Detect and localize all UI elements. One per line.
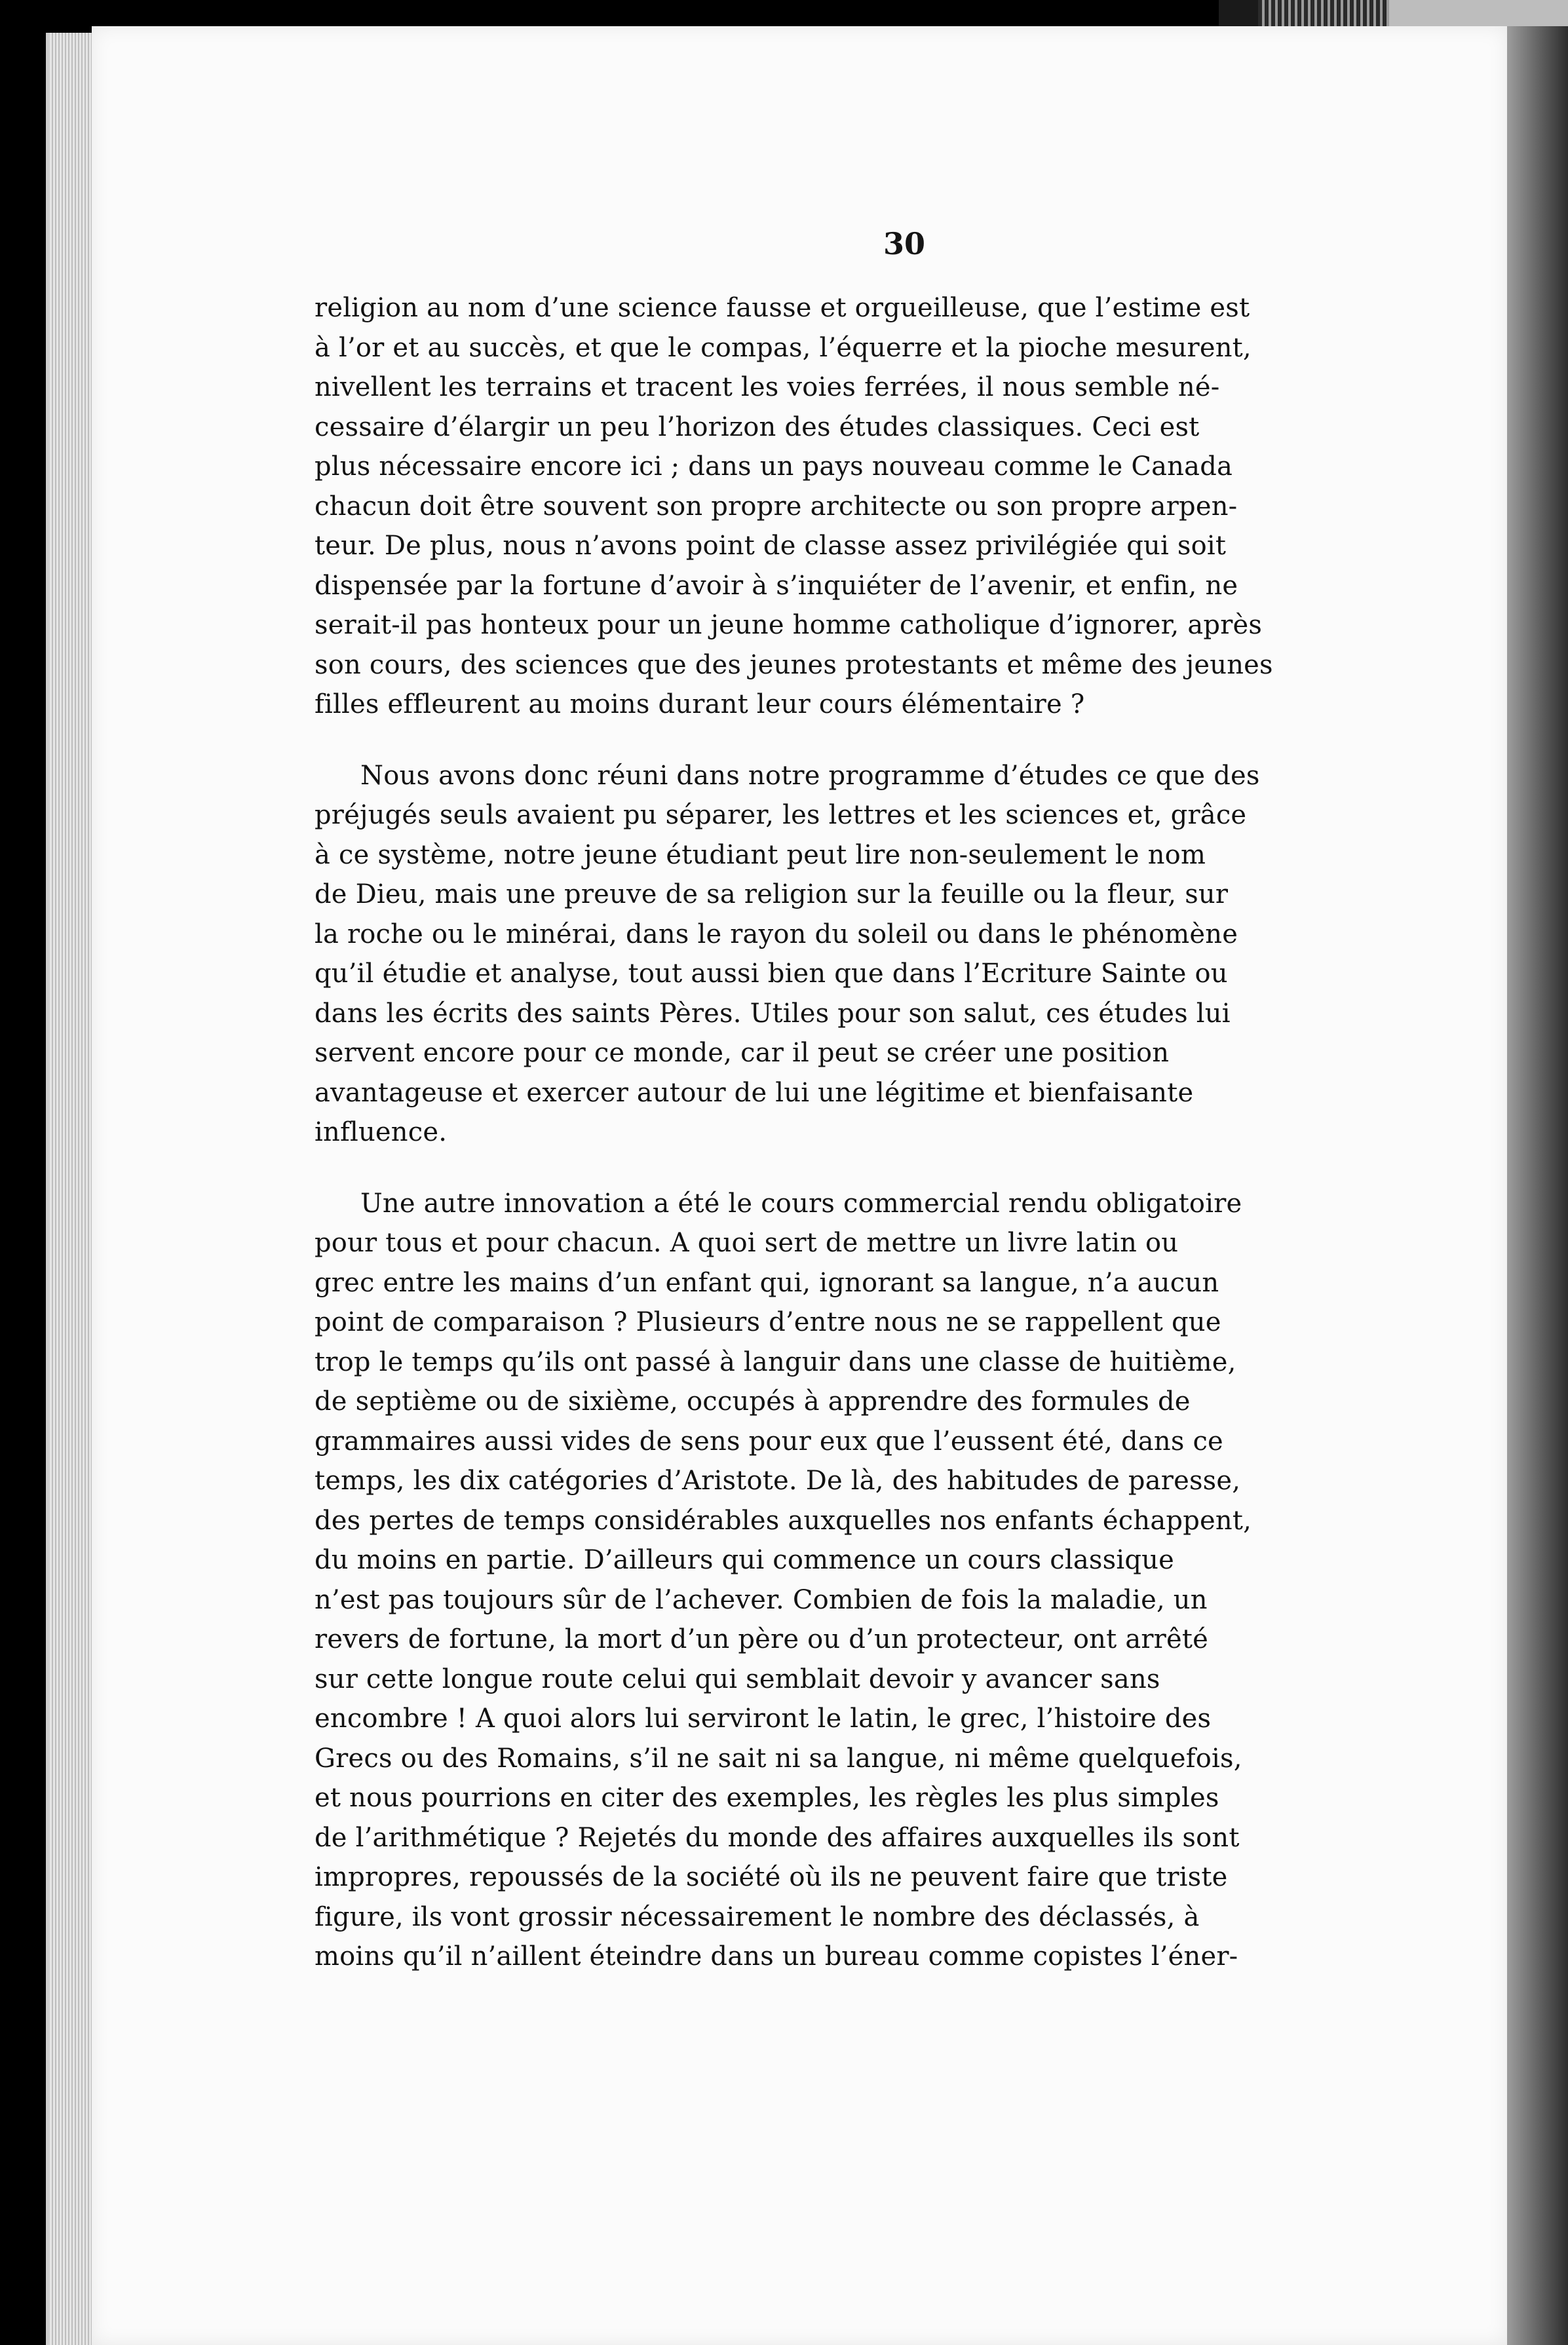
text-line: Une autre innovation a été le cours commercial rendu obligatoire <box>360 1188 1242 1219</box>
page-number: 30 <box>883 226 925 261</box>
text-line: dispensée par la fortune d’avoir à s’inquiéter de l’avenir, et enfin, ne <box>315 570 1238 601</box>
text-line: point de comparaison ? Plusieurs d’entre nous ne se rappellent que <box>315 1307 1221 1337</box>
text-line: servent encore pour ce monde, car il peut se créer une position <box>315 1038 1170 1068</box>
text-line: religion au nom d’une science fausse et orgueilleuse, que l’estime est <box>315 293 1250 323</box>
text-line: moins qu’il n’aillent éteindre dans un bureau comme copistes l’éner- <box>315 1941 1238 1972</box>
text-line: à ce système, notre jeune étudiant peut lire non-seulement le nom <box>315 839 1206 870</box>
text-line: serait-il pas honteux pour un jeune homme catholique d’ignorer, après <box>315 610 1263 640</box>
text-line: de Dieu, mais une preuve de sa religion sur la feuille ou la fleur, sur <box>315 879 1229 909</box>
text-line: qu’il étudie et analyse, tout aussi bien que dans l’Ecriture Sainte ou <box>315 959 1228 989</box>
text-line: cessaire d’élargir un peu l’horizon des études classiques. Ceci est <box>315 411 1200 442</box>
paragraph-gap <box>315 725 1415 756</box>
page-shadow <box>1507 26 1568 2345</box>
text-line: plus nécessaire encore ici ; dans un pays nouveau comme le Canada <box>315 451 1233 482</box>
text-line: grec entre les mains d’un enfant qui, ignorant sa langue, n’a aucun <box>315 1267 1219 1298</box>
text-line: dans les écrits des saints Pères. Utiles pour son salut, ces études lui <box>315 998 1231 1029</box>
text-line: revers de fortune, la mort d’un père ou d’un protecteur, ont arrêté <box>315 1624 1209 1654</box>
text-line: chacun doit être souvent son propre architecte ou son propre arpen- <box>315 491 1238 522</box>
text-line: nivellent les terrains et tracent les voies ferrées, il nous semble né- <box>315 372 1220 402</box>
text-line: et nous pourrions en citer des exemples, les règles les plus simples <box>315 1783 1219 1813</box>
text-line: figure, ils vont grossir nécessairement le nombre des déclassés, à <box>315 1901 1200 1932</box>
paragraph <box>315 756 1415 1153</box>
text-line: impropres, repoussés de la société où ils ne peuvent faire que triste <box>315 1862 1228 1892</box>
book-page-edges <box>50 33 96 2345</box>
paragraph-gap <box>315 1153 1415 1184</box>
text-line: de septième ou de sixième, occupés à apprendre des formules de <box>315 1386 1191 1417</box>
text-line: trop le temps qu’ils ont passé à languir dans une classe de huitième, <box>315 1346 1236 1377</box>
text-line: son cours, des sciences que des jeunes protestants et même des jeunes <box>315 649 1273 680</box>
text-line: la roche ou le minérai, dans le rayon du soleil ou dans le phénomène <box>315 919 1238 949</box>
paragraph <box>315 1184 1415 1977</box>
text-line: influence. <box>315 1117 448 1147</box>
text-line: pour tous et pour chacun. A quoi sert de mettre un livre latin ou <box>315 1228 1179 1258</box>
text-line: préjugés seuls avaient pu séparer, les lettres et les sciences et, grâce <box>315 800 1247 830</box>
paragraph <box>315 288 1415 725</box>
text-line: encombre ! A quoi alors lui serviront le latin, le grec, l’histoire des <box>315 1704 1212 1734</box>
text-line: à l’or et au succès, et que le compas, l’équerre et la pioche mesurent, <box>315 332 1252 363</box>
text-line: Nous avons donc réuni dans notre programme d’études ce que des <box>360 760 1260 791</box>
text-line: des pertes de temps considérables auxquelles nos enfants échappent, <box>315 1505 1252 1536</box>
text-line: du moins en partie. D’ailleurs qui commence un cours classique <box>315 1545 1175 1575</box>
text-line: de l’arithmétique ? Rejetés du monde des affaires auxquelles ils sont <box>315 1822 1240 1853</box>
text-line: Grecs ou des Romains, s’il ne sait ni sa langue, ni même quelquefois, <box>315 1743 1242 1774</box>
text-line: filles effleurent au moins durant leur cours élémentaire ? <box>315 689 1085 719</box>
text-line: n’est pas toujours sûr de l’achever. Combien de fois la maladie, un <box>315 1584 1208 1615</box>
text-line: sur cette longue route celui qui semblait devoir y avancer sans <box>315 1664 1160 1694</box>
text-line: grammaires aussi vides de sens pour eux que l’eussent été, dans ce <box>315 1426 1223 1457</box>
body-text <box>315 288 1415 1977</box>
text-line: teur. De plus, nous n’avons point de classe assez privilégiée qui soit <box>315 531 1227 561</box>
text-line: temps, les dix catégories d’Aristote. De là, des habitudes de paresse, <box>315 1466 1241 1496</box>
text-line: avantageuse et exercer autour de lui une légitime et bienfaisante <box>315 1077 1194 1108</box>
